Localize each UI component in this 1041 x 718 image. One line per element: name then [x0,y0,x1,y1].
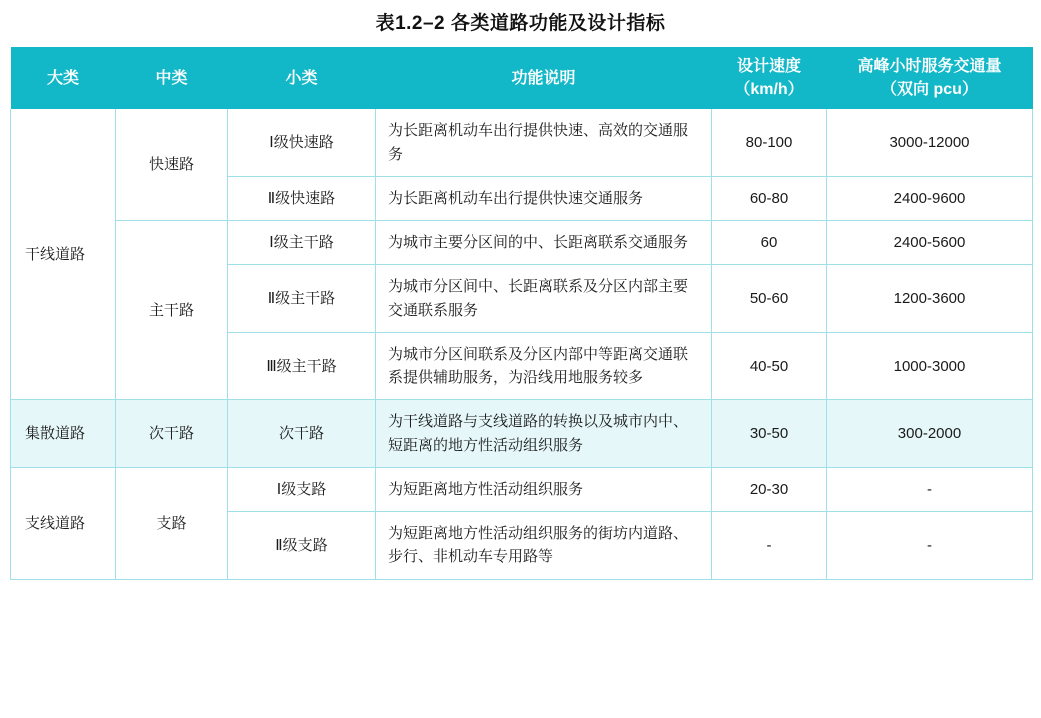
cell-medium-class: 次干路 [116,400,228,468]
cell-function-desc: 为长距离机动车出行提供快速、高效的交通服务 [376,109,712,176]
cell-minor-class: Ⅰ级主干路 [228,221,376,265]
cell-major-class: 支线道路 [11,467,116,579]
header-design-speed [712,47,827,109]
cell-design-speed: 80-100 [712,109,827,176]
cell-peak-volume: - [827,512,1033,580]
cell-peak-volume: 1000-3000 [827,332,1033,400]
cell-design-speed: 30-50 [712,400,827,468]
cell-medium-class: 主干路 [116,221,228,400]
table-row [11,400,1033,468]
cell-peak-volume: 2400-9600 [827,176,1033,220]
cell-major-class: 干线道路 [11,109,116,400]
road-classification-table [10,47,1033,580]
cell-peak-volume: 2400-5600 [827,221,1033,265]
cell-minor-class: Ⅲ级主干路 [228,332,376,400]
cell-minor-class: Ⅱ级主干路 [228,265,376,333]
cell-function-desc: 为城市主要分区间的中、长距离联系交通服务 [376,221,712,265]
cell-medium-class: 支路 [116,467,228,579]
cell-function-desc: 为短距离地方性活动组织服务 [376,467,712,511]
header-design-speed-line1: 设计速度 [736,58,801,75]
cell-function-desc: 为长距离机动车出行提供快速交通服务 [376,176,712,220]
cell-design-speed: 40-50 [712,332,827,400]
cell-peak-volume: - [827,467,1033,511]
header-function-desc: 功能说明 [376,47,712,109]
cell-peak-volume: 300-2000 [827,400,1033,468]
table-row [11,467,1033,511]
header-peak-volume-line1: 高峰小时服务交通量 [857,58,1002,75]
header-minor-class: 小类 [228,47,376,109]
cell-function-desc: 为干线道路与支线道路的转换以及城市内中、短距离的地方性活动组织服务 [376,400,712,468]
cell-design-speed: 50-60 [712,265,827,333]
cell-design-speed: 60-80 [712,176,827,220]
table-row [11,109,1033,176]
header-design-speed-line2: （km/h） [734,81,804,99]
table-row [11,221,1033,265]
cell-peak-volume: 3000-12000 [827,109,1033,176]
cell-design-speed: 60 [712,221,827,265]
cell-minor-class: 次干路 [228,400,376,468]
cell-medium-class: 快速路 [116,109,228,220]
header-peak-volume [827,47,1033,109]
cell-minor-class: Ⅰ级支路 [228,467,376,511]
cell-major-class: 集散道路 [11,400,116,468]
cell-minor-class: Ⅱ级支路 [228,512,376,580]
table-body [11,109,1033,579]
header-row [11,47,1033,109]
cell-minor-class: Ⅱ级快速路 [228,176,376,220]
cell-design-speed: 20-30 [712,467,827,511]
cell-function-desc: 为短距离地方性活动组织服务的街坊内道路、步行、非机动车专用路等 [376,512,712,580]
header-medium-class: 中类 [116,47,228,109]
cell-function-desc: 为城市分区间中、长距离联系及分区内部主要交通联系服务 [376,265,712,333]
cell-function-desc: 为城市分区间联系及分区内部中等距离交通联系提供辅助服务，为沿线用地服务较多 [376,332,712,400]
cell-design-speed: - [712,512,827,580]
header-major-class: 大类 [11,47,116,109]
cell-peak-volume: 1200-3600 [827,265,1033,333]
table-title: 表1.2–2 各类道路功能及设计指标 [375,13,666,34]
cell-minor-class: Ⅰ级快速路 [228,109,376,176]
table-header [11,47,1033,109]
header-peak-volume-line2: （双向 pcu） [881,81,978,99]
